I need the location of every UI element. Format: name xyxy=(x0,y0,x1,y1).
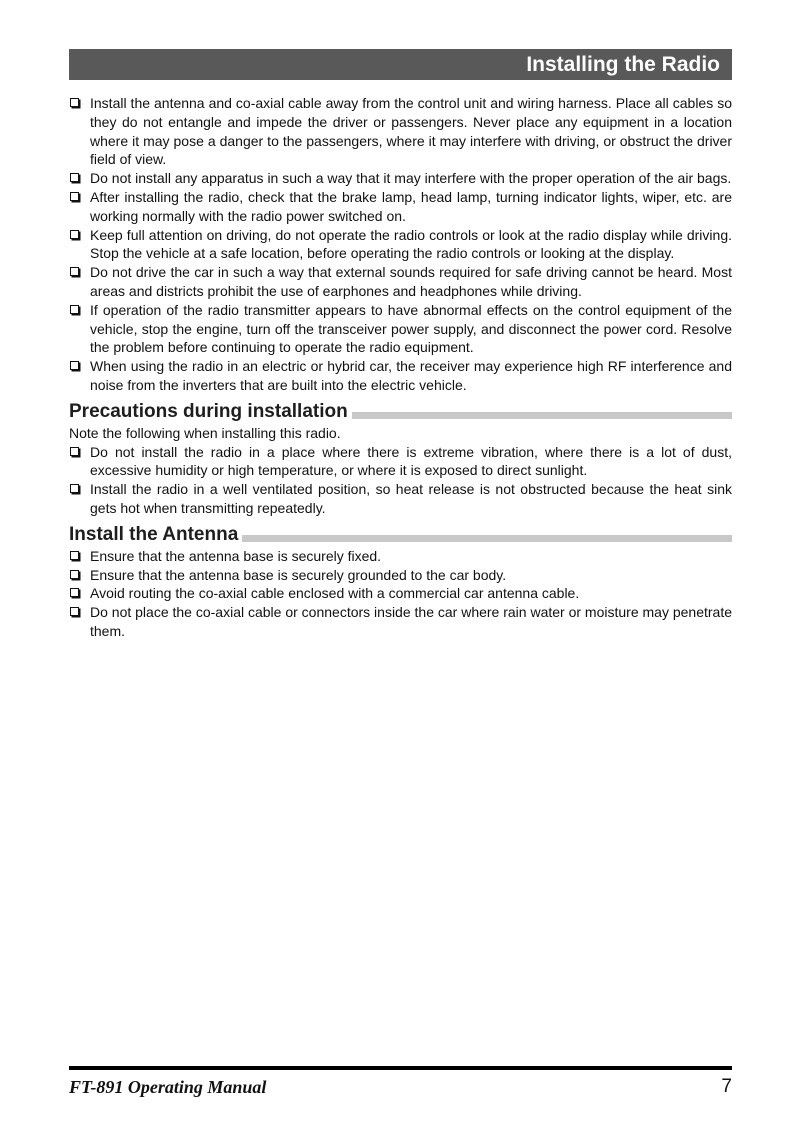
checkbox-bullet-icon xyxy=(70,305,79,314)
checkbox-bullet-icon xyxy=(70,570,79,579)
checkbox-bullet-icon xyxy=(70,267,79,276)
list-item: Ensure that the antenna base is securely fixed. xyxy=(69,547,732,566)
section-heading: Install the Antenna xyxy=(69,524,242,546)
section-heading: Precautions during installation xyxy=(69,401,352,423)
list-item: Do not drive the car in such a way that external sounds required for safe driving cannot be heard. Most areas and districts prohibit the use of earphones and headphones while driving. xyxy=(69,263,732,301)
checkbox-bullet-icon xyxy=(70,447,79,456)
list-item: Keep full attention on driving, do not operate the radio controls or look at the radio display while driving. Stop the vehicle at a safe location, before operating the radio controls or looking at the display. xyxy=(69,226,732,264)
list-item: Ensure that the antenna base is securely grounded to the car body. xyxy=(69,566,732,585)
page-title-bar xyxy=(69,49,732,80)
checkbox-bullet-icon xyxy=(70,361,79,370)
section-header-antenna xyxy=(69,524,732,546)
list-item: Do not place the co-axial cable or connectors inside the car where rain water or moisture may penetrate them. xyxy=(69,603,732,641)
page-title: Installing the Radio xyxy=(526,53,720,76)
antenna-list xyxy=(69,547,732,641)
checkbox-bullet-icon xyxy=(70,607,79,616)
list-item: After installing the radio, check that the brake lamp, head lamp, turning indicator lights, wiper, etc. are working normally with the radio power switched on. xyxy=(69,188,732,226)
precautions-list xyxy=(69,443,732,518)
checkbox-bullet-icon xyxy=(70,98,79,107)
list-item: If operation of the radio transmitter appears to have abnormal effects on the control equipment of the vehicle, stop the engine, turn off the transceiver power supply, and disconnect the power cord. Resolve the problem before continuing to operate the radio equipment. xyxy=(69,301,732,357)
list-item: When using the radio in an electric or hybrid car, the receiver may experience high RF interference and noise from the inverters that are built into the electric vehicle. xyxy=(69,357,732,395)
checkbox-bullet-icon xyxy=(70,192,79,201)
list-item: Install the antenna and co-axial cable away from the control unit and wiring harness. Place all cables so they do not entangle and impede the driver or passengers. Never place any equipment in a location where it may pose a danger to the passengers, where it may interfere with driving, or obstruct the driver field of view. xyxy=(69,94,732,169)
page-number: 7 xyxy=(721,1076,732,1097)
checkbox-bullet-icon xyxy=(70,173,79,182)
manual-title: FT-891 Operating Manual xyxy=(69,1077,267,1097)
checkbox-bullet-icon xyxy=(70,588,79,597)
list-item: Do not install the radio in a place where there is extreme vibration, where there is a lot of dust, excessive humidity or high temperature, or where it is exposed to direct sunlight. xyxy=(69,443,732,481)
section-note: Note the following when installing this radio. xyxy=(69,424,341,441)
page-content xyxy=(69,94,732,641)
checkbox-bullet-icon xyxy=(70,230,79,239)
list-item: Avoid routing the co-axial cable enclosed with a commercial car antenna cable. xyxy=(69,584,732,603)
footer-divider xyxy=(69,1066,732,1070)
list-item: Do not install any apparatus in such a way that it may interfere with the proper operation of the air bags. xyxy=(69,169,732,188)
checkbox-bullet-icon xyxy=(70,484,79,493)
section-header-precautions xyxy=(69,401,732,423)
install-list xyxy=(69,94,732,395)
checkbox-bullet-icon xyxy=(70,551,79,560)
list-item: Install the radio in a well ventilated position, so heat release is not obstructed because the heat sink gets hot when transmitting repeatedly. xyxy=(69,480,732,518)
